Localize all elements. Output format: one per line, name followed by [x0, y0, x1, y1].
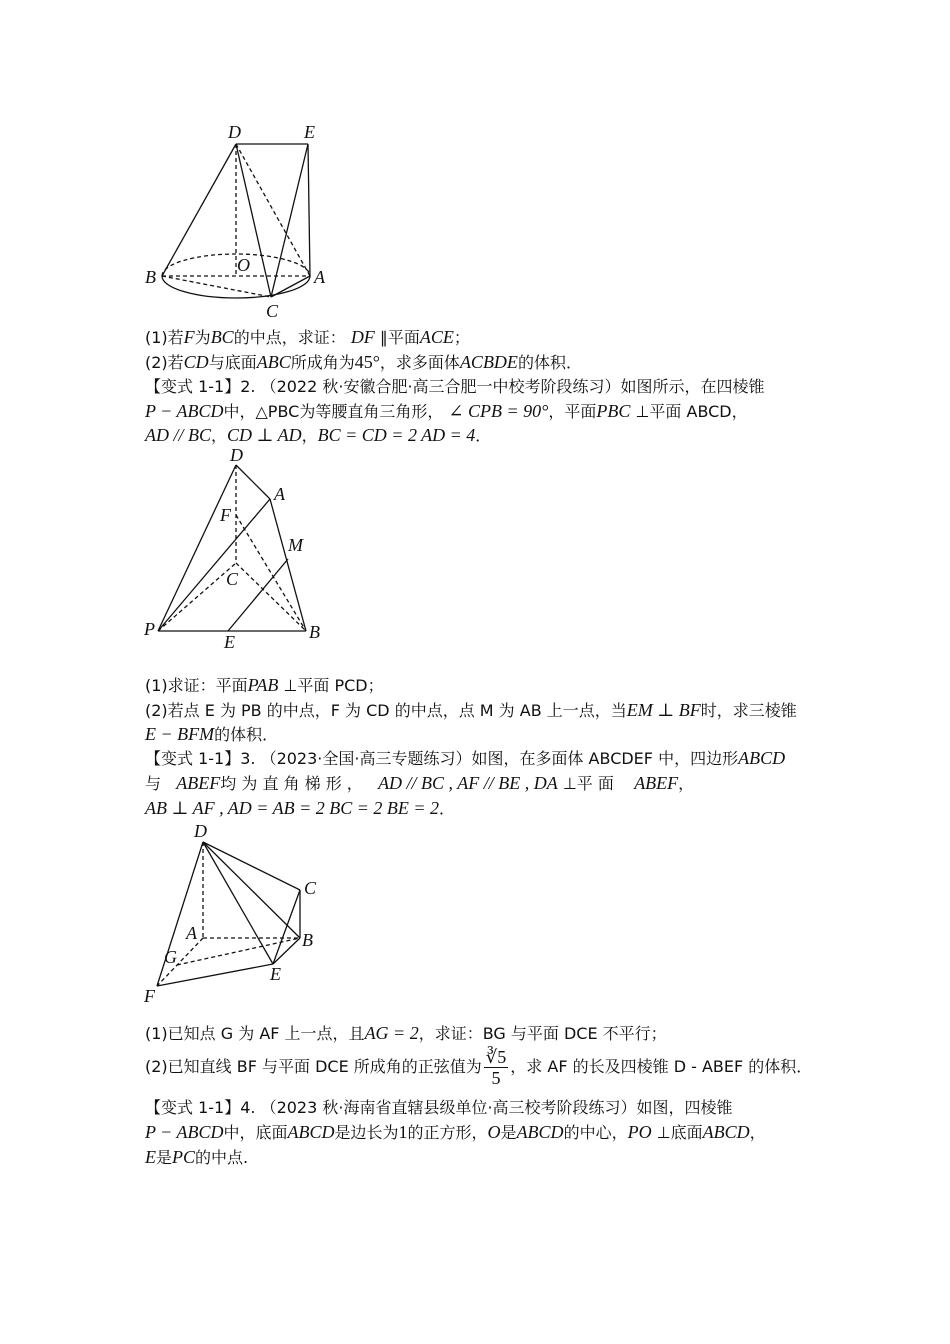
problem3-q1: (1)已知点 G 为 AF 上一点，且AG = 2，求证：BG 与平面 DCE 不平行； — [145, 1023, 667, 1043]
edge-FE — [157, 964, 273, 986]
variant2-line3: AD // BC，CD ⊥ AD，BC = CD = 2 AD = 4． — [145, 425, 492, 445]
edge-EB — [273, 938, 300, 964]
label-C: C — [266, 301, 279, 321]
edge-PD — [158, 465, 236, 631]
fraction-sine-value: $\frac{∛5}{5}$ — [485, 1047, 507, 1088]
variant2-line2: P − ABCD中，△PBC为等腰直角三角形， ∠ CPB = 90°，平面PBC ⊥平面 ABCD， — [145, 401, 748, 421]
problem1-q2: (2)若CD与底面ABC所成角为45°，求多面体ACBDE的体积． — [145, 352, 582, 372]
variant3-line3: AB ⊥ AF , AD = AB = 2 BC = 2 BE = 2． — [145, 798, 456, 818]
figure-pyramid-pabcd — [140, 445, 340, 655]
cone-base-front-arc — [162, 276, 310, 298]
edge-CA — [271, 276, 310, 297]
figure-polyhedron-abcdef — [140, 820, 330, 1010]
problem2-q2a: (2)若点 E 为 PB 的中点，F 为 CD 的中点，点 M 为 AB 上一点，当EM ⊥ BF时，求三棱锥 — [145, 700, 797, 720]
label-B: B — [302, 930, 313, 950]
label-D: D — [194, 821, 207, 841]
label-C: C — [226, 569, 239, 589]
edge-CB — [236, 563, 306, 631]
variant4-line1: 【变式 1-1】4. （2023 秋·海南省直辖县级单位·高三校考阶段练习）如图，四棱锥 — [145, 1098, 733, 1117]
variant2-line1: 【变式 1-1】2. （2022 秋·安徽合肥·高三合肥一中校考阶段练习）如图所示，在四棱锥 — [145, 377, 765, 396]
label-E: E — [224, 632, 235, 652]
label-M: M — [288, 535, 303, 555]
label-D: D — [230, 445, 243, 465]
problem1-q1: (1)若F为BC的中点，求证： DF ∥平面ACE； — [145, 327, 470, 347]
edge-DB — [203, 842, 300, 938]
edge-DC — [203, 842, 300, 890]
label-E: E — [270, 964, 281, 984]
problem3-q2: (2)已知直线 BF 与平面 DCE 所成角的正弦值为 $\frac{∛5}{5}$ ，求 AF 的长及四棱锥 D - ABEF 的体积． — [145, 1047, 813, 1088]
label-F: F — [220, 505, 231, 525]
edge-PA — [158, 499, 270, 631]
problem2-q1: (1)求证：平面PAB ⊥平面 PCD； — [145, 675, 384, 695]
edge-AB — [270, 499, 306, 631]
edge-CE — [273, 890, 300, 964]
edge-DB — [162, 144, 236, 276]
edge-DA — [236, 465, 270, 499]
variant4-line2: P − ABCD中，底面ABCD是边长为1的正方形，O是ABCD的中心，PO ⊥底面ABCD， — [145, 1122, 766, 1142]
label-O: O — [237, 255, 250, 275]
label-B: B — [309, 622, 320, 642]
variant3-line1: 【变式 1-1】3. （2023·全国·高三专题练习）如图，在多面体 ABCDEF 中，四边形ABCD — [145, 748, 786, 768]
label-C: C — [304, 878, 317, 898]
label-B: B — [145, 267, 156, 287]
variant4-line3: E是PC的中点. — [145, 1147, 249, 1167]
label-P: P — [144, 619, 155, 639]
label-G: G — [164, 947, 177, 967]
label-F: F — [144, 986, 155, 1006]
problem2-q2b: E − BFM的体积． — [145, 724, 279, 744]
figure-cone — [140, 118, 340, 323]
edge-BC — [162, 276, 271, 297]
label-D: D — [228, 122, 241, 142]
label-E: E — [304, 122, 315, 142]
label-A: A — [186, 923, 197, 943]
edge-EA — [308, 144, 310, 276]
edge-PC — [158, 563, 236, 631]
variant3-line2: 与 ABEF均 为 直 角 梯 形 ， AD // BC , AF // BE , DA ⊥平 面 ABEF， — [145, 773, 695, 793]
edge-EC — [271, 144, 308, 297]
label-A: A — [274, 484, 285, 504]
label-A: A — [314, 267, 325, 287]
